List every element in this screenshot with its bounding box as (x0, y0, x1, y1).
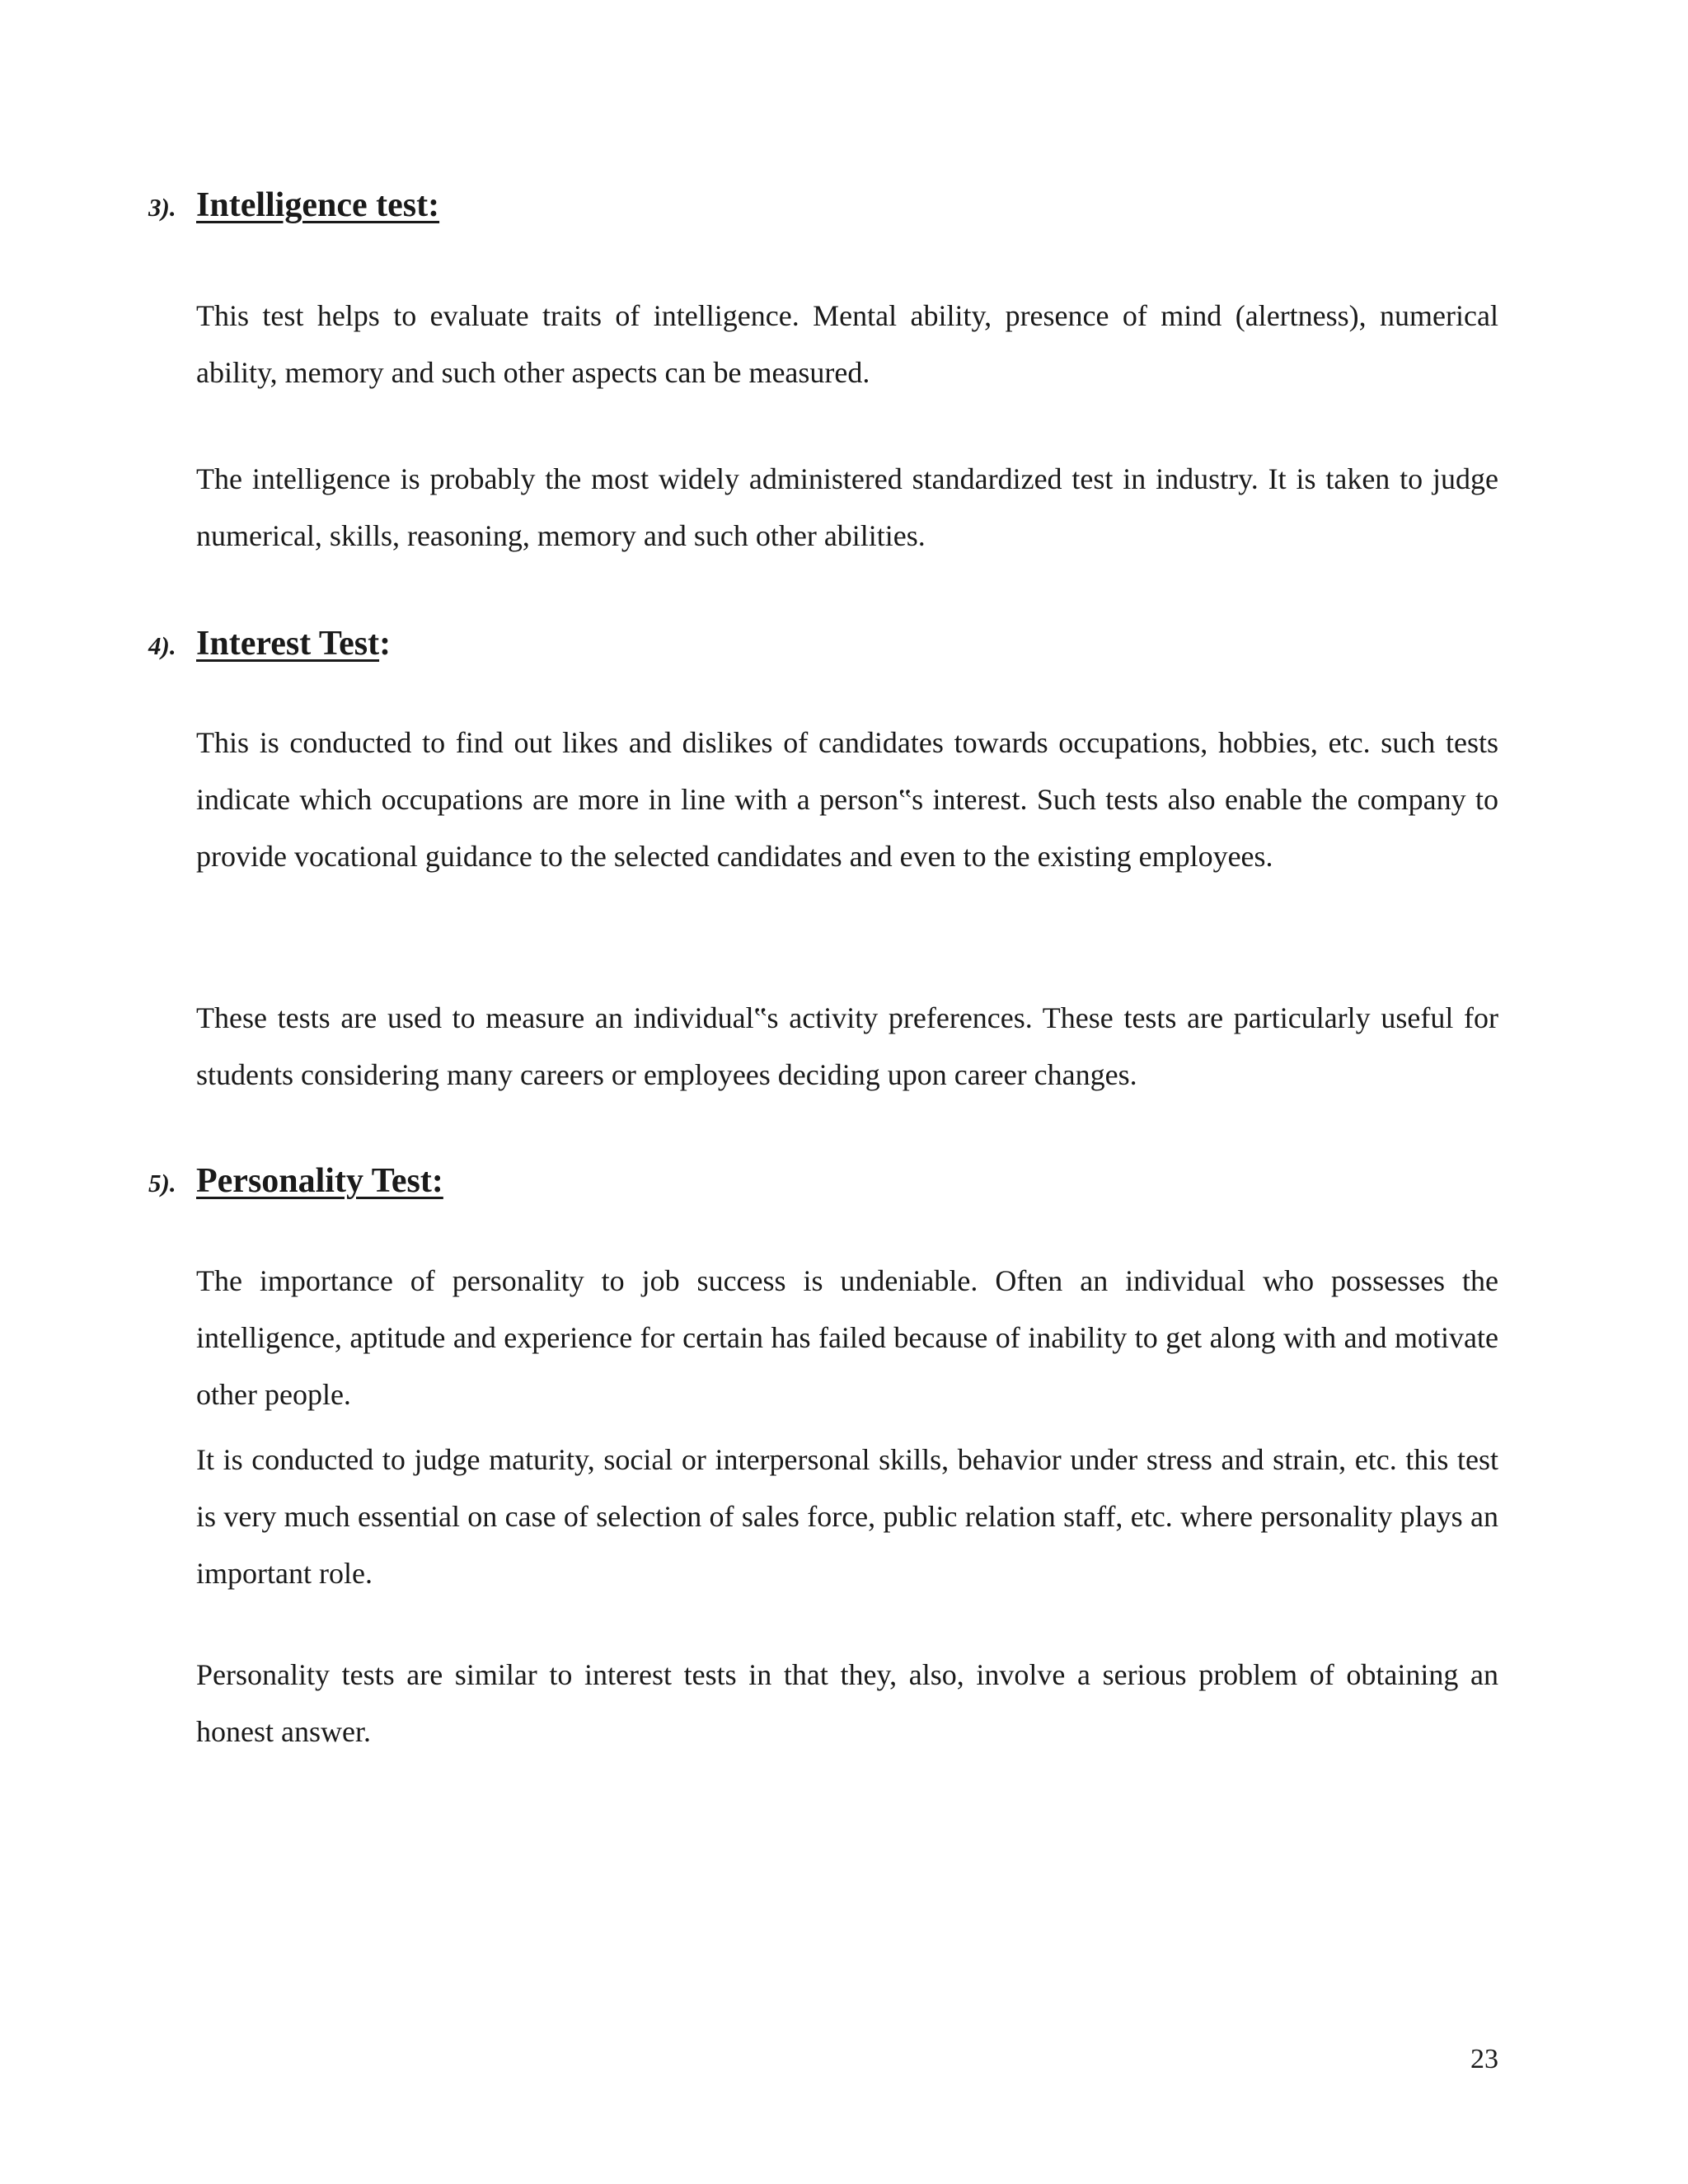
paragraph: Personality tests are similar to interest tests in that they, also, involve a serious problem of obtaining an honest answer. (196, 1658, 1498, 1748)
section-title-suffix: : (379, 625, 392, 663)
paragraph: The intelligence is probably the most widely administered standardized test in industry. It is taken to judge numerical, skills, reasoning, memory and such other abilities. (196, 462, 1498, 552)
section-number: 4). (148, 631, 176, 660)
paragraph: These tests are used to measure an individual‟s activity preferences. These tests are particularly useful for students considering many careers or employees deciding upon career changes. (196, 1001, 1498, 1091)
section-heading-personality-test (148, 1161, 443, 1201)
section-number: 5). (148, 1169, 176, 1197)
section-heading-intelligence-test (148, 185, 439, 225)
paragraph: This test helps to evaluate traits of intelligence. Mental ability, presence of mind (alertness), numerical ability, memory and such other aspects can be measured. (196, 299, 1498, 389)
section-heading-interest-test (148, 624, 391, 663)
paragraph: This is conducted to find out likes and dislikes of candidates towards occupations, hobbies, etc. such tests indicate which occupations are more in line with a person‟s interest. Such tests also enable the company to provide vocational guidance to the selected candidates and even to the existing employees. (196, 726, 1498, 873)
section-title: Interest Test (196, 625, 380, 663)
section-title: Personality Test: (196, 1162, 443, 1200)
page-number: 23 (1470, 2044, 1498, 2074)
section-number: 3). (148, 193, 176, 222)
paragraph: It is conducted to judge maturity, social or interpersonal skills, behavior under stress and strain, etc. this test is very much essential on case of selection of sales force, public relation staff, etc. where personality plays an important role. (196, 1443, 1498, 1590)
paragraph: The importance of personality to job success is undeniable. Often an individual who possesses the intelligence, aptitude and experience for certain has failed because of inability to get along with and motivate other people. (196, 1264, 1498, 1411)
section-title: Intelligence test: (196, 186, 440, 224)
